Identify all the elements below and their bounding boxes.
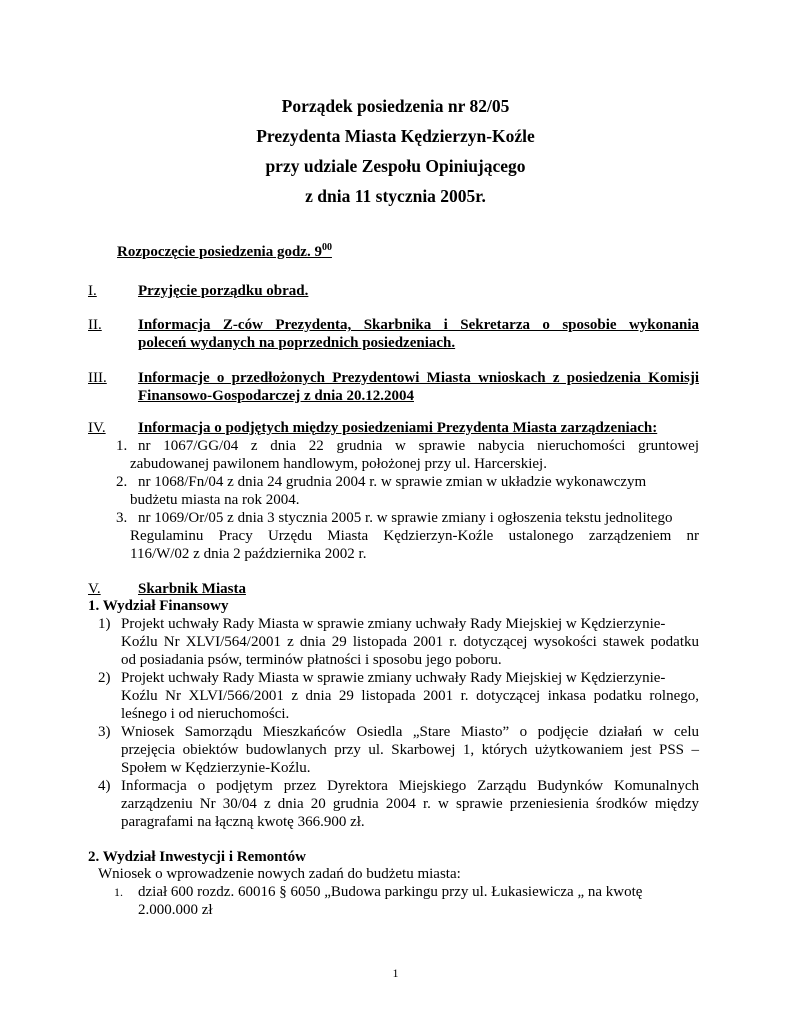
section-5-text: Skarbnik Miasta: [138, 581, 246, 597]
section-2-number: II.: [88, 317, 102, 333]
list-item-number: 3): [98, 724, 111, 740]
document-title: [0, 91, 791, 211]
list-item-line: 2.000.000 zł: [138, 902, 213, 918]
list-item-line: Projekt uchwały Rady Miasta w sprawie zmiany uchwały Rady Miejskiej w Kędzierzynie-: [121, 616, 666, 632]
meeting-start: [117, 243, 332, 261]
list-item-number: 1.: [114, 885, 123, 899]
list-item-number: 4): [98, 778, 111, 794]
section-1-text: Przyjęcie porządku obrad.: [138, 283, 309, 299]
list-item-line: Społem w Kędzierzynie-Koźlu.: [121, 760, 311, 776]
list-item-line: leśnego i od nieruchomości.: [121, 706, 290, 722]
title-line-1: Porządek posiedzenia nr 82/05: [281, 96, 510, 116]
list-item-line: Wniosek Samorządu Mieszkańców Osiedla „Stare Miasto” o podjęcie działań w celu: [121, 724, 699, 740]
list-item-line: nr 1067/GG/04 z dnia 22 grudnia w sprawie nabycia nieruchomości gruntowej: [138, 438, 699, 454]
title-line-3: przy udziale Zespołu Opiniującego: [265, 156, 526, 176]
subsection-investments: 2. Wydział Inwestycji i Remontów: [88, 849, 306, 865]
list-item-line: 116/W/02 z dnia 2 października 2002 r.: [130, 546, 367, 562]
list-item-line: nr 1069/Or/05 z dnia 3 stycznia 2005 r. w sprawie zmiany i ogłoszenia tekstu jednolitego: [138, 510, 673, 526]
list-item-line: Informacja o podjętym przez Dyrektora Miejskiego Zarządu Budynków Komunalnych: [121, 778, 699, 794]
investments-intro: Wniosek o wprowadzenie nowych zadań do budżetu miasta:: [98, 866, 461, 882]
list-item-line: Regulaminu Pracy Urzędu Miasta Kędzierzyn-Koźle ustalonego zarządzeniem nr: [130, 528, 699, 544]
section-5-number: V.: [88, 581, 101, 597]
meeting-start-text: Rozpoczęcie posiedzenia godz. 9: [117, 244, 322, 260]
section-3-line-2: Finansowo-Gospodarczej z dnia 20.12.2004: [138, 388, 414, 404]
list-item-number: 2): [98, 670, 111, 686]
list-item-line: dział 600 rozdz. 60016 § 6050 „Budowa parkingu przy ul. Łukasiewicza „ na kwotę: [138, 884, 643, 900]
section-3-number: III.: [88, 370, 107, 386]
list-item-line: Projekt uchwały Rady Miasta w sprawie zmiany uchwały Rady Miejskiej w Kędzierzynie-: [121, 670, 666, 686]
meeting-start-minutes: 00: [321, 242, 332, 253]
list-item-number: 1): [98, 616, 111, 632]
section-3-line-1: Informacje o przedłożonych Prezydentowi Miasta wnioskach z posiedzenia Komisji: [138, 370, 699, 386]
section-4-number: IV.: [88, 420, 106, 436]
list-item-line: budżetu miasta na rok 2004.: [130, 492, 300, 508]
title-line-4: z dnia 11 stycznia 2005r.: [305, 186, 486, 206]
list-item-number: 2.: [116, 474, 128, 490]
list-item-line: paragrafami na łączną kwotę 366.900 zł.: [121, 814, 365, 830]
section-2-line-1: Informacja Z-ców Prezydenta, Skarbnika i Sekretarza o sposobie wykonania: [138, 317, 699, 333]
list-item-number: 1.: [116, 438, 128, 454]
list-item-line: od posiadania psów, terminów płatności i sposobu jego poboru.: [121, 652, 502, 668]
list-item-number: 3.: [116, 510, 128, 526]
title-line-2: Prezydenta Miasta Kędzierzyn-Koźle: [256, 126, 535, 146]
page-number: 1: [392, 966, 399, 980]
list-item-line: nr 1068/Fn/04 z dnia 24 grudnia 2004 r. w sprawie zmian w układzie wykonawczym: [138, 474, 647, 490]
section-2-line-2: poleceń wydanych na poprzednich posiedzeniach.: [138, 335, 456, 351]
list-item-line: zabudowanej pawilonem handlowym, położonej przy ul. Harcerskiej.: [130, 456, 547, 472]
subsection-finance: 1. Wydział Finansowy: [88, 598, 229, 614]
section-4-text: Informacja o podjętych między posiedzeniami Prezydenta Miasta zarządzeniach:: [138, 420, 658, 436]
list-item-line: przejęcia obiektów budowlanych przy ul. Skarbowej 1, których użytkowaniem jest PSS –: [121, 742, 699, 758]
list-item-line: Koźlu Nr XLVI/566/2001 z dnia 29 listopada 2001 r. dotyczącej inkasa podatku rolnego,: [121, 688, 699, 704]
list-item-line: Koźlu Nr XLVI/564/2001 z dnia 29 listopada 2001 r. dotyczącej wysokości stawek podatku: [121, 634, 699, 650]
section-1-number: I.: [88, 283, 97, 299]
list-item-line: zarządzeniu Nr 30/04 z dnia 20 grudnia 2004 r. w sprawie przeniesienia środków między: [121, 796, 699, 812]
